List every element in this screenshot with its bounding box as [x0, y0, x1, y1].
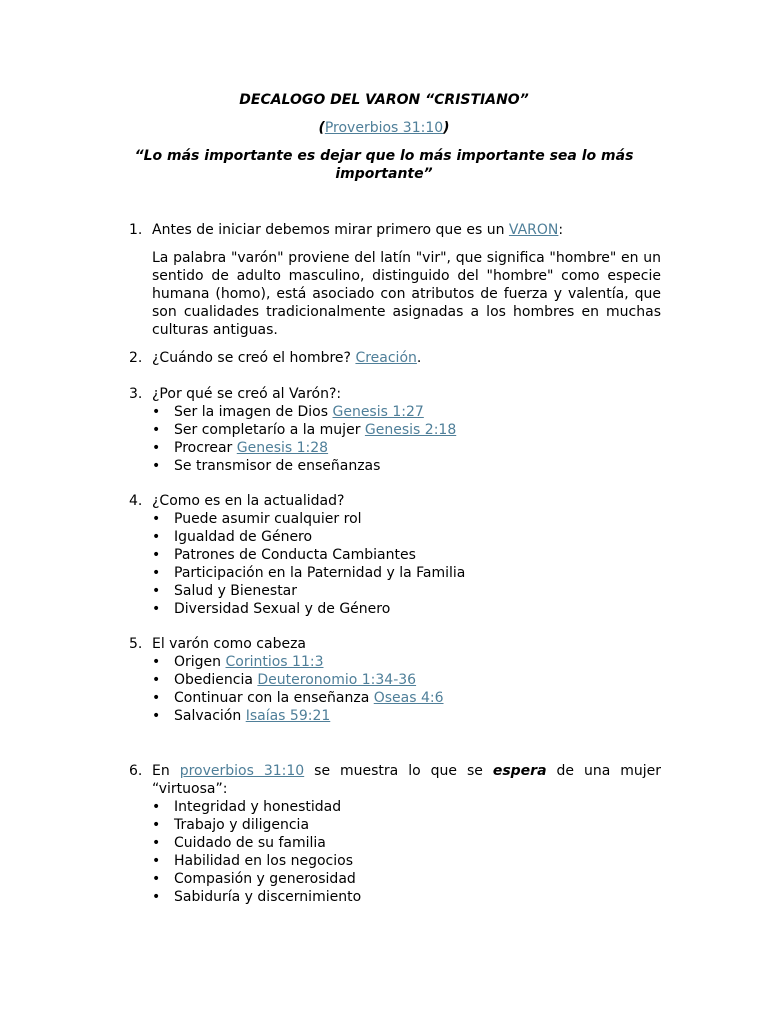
bullet-item [152, 564, 465, 582]
bullet-text: Origen [174, 654, 226, 670]
bullet-list [152, 798, 361, 906]
emphasis-espera: espera [492, 763, 547, 779]
bullet-icon: • [152, 889, 161, 905]
bullet-item [152, 888, 361, 906]
bullet-text: Se transmisor de enseñanzas [174, 458, 381, 474]
bullet-item [152, 403, 456, 421]
bullet-text: Salud y Bienestar [174, 583, 298, 599]
bullet-icon: • [152, 672, 161, 688]
link-genesis-2-18[interactable]: Genesis 2:18 [364, 422, 457, 438]
link-genesis-1-27[interactable]: Genesis 1:27 [332, 404, 424, 420]
item-text-body: de una mujer “virtuosa”: [152, 763, 661, 797]
bullet-icon: • [152, 835, 161, 851]
item-number: 4. [129, 493, 143, 509]
item-text: ¿Por qué se creó al Varón?: [152, 386, 342, 402]
link-proverbios-31-10-item[interactable]: proverbios 31:10 [179, 763, 305, 779]
bullet-item [152, 852, 361, 870]
item-text: ¿Como es en la actualidad? [152, 493, 345, 509]
bullet-icon: • [152, 422, 161, 438]
bullet-icon: • [152, 601, 161, 617]
bullet-list [152, 510, 465, 618]
item-text: El varón como cabeza [152, 636, 307, 652]
bullet-text: Participación en la Paternidad y la Familia [174, 565, 466, 581]
bullet-item [152, 528, 465, 546]
link-genesis-1-28[interactable]: Genesis 1:28 [236, 440, 329, 456]
bullet-text: Compasión y generosidad [174, 871, 356, 887]
bullet-icon: • [152, 871, 161, 887]
bullet-item [152, 421, 456, 439]
bullet-icon: • [152, 565, 161, 581]
bullet-text: Trabajo y diligencia [174, 817, 310, 833]
bullet-item [152, 582, 465, 600]
document-title: DECALOGO DEL VARON “CRISTIANO” [239, 92, 529, 108]
bullet-icon: • [152, 458, 161, 474]
link-varon[interactable]: VARON [508, 222, 559, 238]
bullet-item [152, 689, 444, 707]
link-deuteronomio-1-34-36[interactable]: Deuteronomio 1:34-36 [257, 672, 417, 688]
bullet-item [152, 546, 465, 564]
bullet-text: Obediencia [174, 672, 258, 688]
bullet-text: Ser completarío a la mujer [174, 422, 365, 438]
bullet-text: Habilidad en los negocios [174, 853, 353, 869]
bullet-icon: • [152, 799, 161, 815]
bullet-text: Procrear [174, 440, 237, 456]
link-corintios-11-3[interactable]: Corintios 11:3 [225, 654, 324, 670]
bullet-icon: • [152, 583, 161, 599]
varon-definition-paragraph: La palabra "varón" proviene del latín "vir", que significa "hombre" en un sentido de adulto masculino, distinguido del "hombre" como especie humana (homo), está asociado con atributos de fuerza y valentía, que son cualidades tradicionalmente asignadas a los hombres en muchas culturas antiguas. [152, 250, 661, 338]
item-text-body: Antes de iniciar debemos mirar primero que es un [152, 222, 509, 238]
bullet-text: Puede asumir cualquier rol [174, 511, 362, 527]
item-text [152, 349, 661, 367]
link-oseas-4-6[interactable]: Oseas 4:6 [373, 690, 444, 706]
item-text-colon: : [558, 222, 564, 238]
bullet-text: Salvación [174, 708, 246, 724]
bullet-item [152, 834, 361, 852]
title-quote: “Lo más importante es dejar que lo más importante sea lo más importante” [134, 148, 634, 182]
bullet-item [152, 457, 456, 475]
item-number: 1. [129, 222, 143, 238]
bullet-text: Sabiduría y discernimiento [174, 889, 362, 905]
bullet-icon: • [152, 853, 161, 869]
bullet-icon: • [152, 404, 161, 420]
bullet-icon: • [152, 440, 161, 456]
item-number: 3. [129, 386, 143, 402]
bullet-item [152, 510, 465, 528]
bullet-icon: • [152, 511, 161, 527]
item-number: 6. [129, 763, 143, 779]
bullet-icon: • [152, 708, 161, 724]
bullet-item [152, 671, 444, 689]
item-text [152, 221, 661, 239]
bullet-text: Integridad y honestidad [174, 799, 342, 815]
bullet-item [152, 870, 361, 888]
bullet-item [152, 816, 361, 834]
bullet-icon: • [152, 654, 161, 670]
link-creacion[interactable]: Creación [355, 350, 417, 366]
item-text [152, 762, 661, 798]
ref-close-paren: ) [443, 120, 450, 136]
bullet-text: Continuar con la enseñanza [174, 690, 374, 706]
bullet-item [152, 798, 361, 816]
item-number: 2. [129, 350, 143, 366]
bullet-text: Igualdad de Género [174, 529, 313, 545]
bullet-list [152, 403, 456, 475]
bullet-text: Cuidado de su familia [174, 835, 326, 851]
item-number: 5. [129, 636, 143, 652]
item-text-period: . [416, 350, 422, 366]
bullet-item [152, 439, 456, 457]
item-text-body: En [152, 763, 180, 779]
bullet-text: Diversidad Sexual y de Género [174, 601, 391, 617]
item-text-body: ¿Cuándo se creó el hombre? [152, 350, 356, 366]
bullet-text: Ser la imagen de Dios [174, 404, 333, 420]
link-isaias-59-21[interactable]: Isaías 59:21 [245, 708, 331, 724]
bullet-text: Patrones de Conducta Cambiantes [174, 547, 416, 563]
bullet-icon: • [152, 690, 161, 706]
bullet-item [152, 653, 444, 671]
link-proverbios-31-10[interactable]: Proverbios 31:10 [324, 120, 444, 136]
bullet-icon: • [152, 529, 161, 545]
bullet-item [152, 600, 465, 618]
bullet-icon: • [152, 547, 161, 563]
item-text-body: se muestra lo que se [304, 763, 493, 779]
bullet-list [152, 653, 444, 725]
bullet-icon: • [152, 817, 161, 833]
title-reference [0, 119, 768, 137]
ref-open-paren: ( [318, 120, 325, 136]
bullet-item [152, 707, 444, 725]
